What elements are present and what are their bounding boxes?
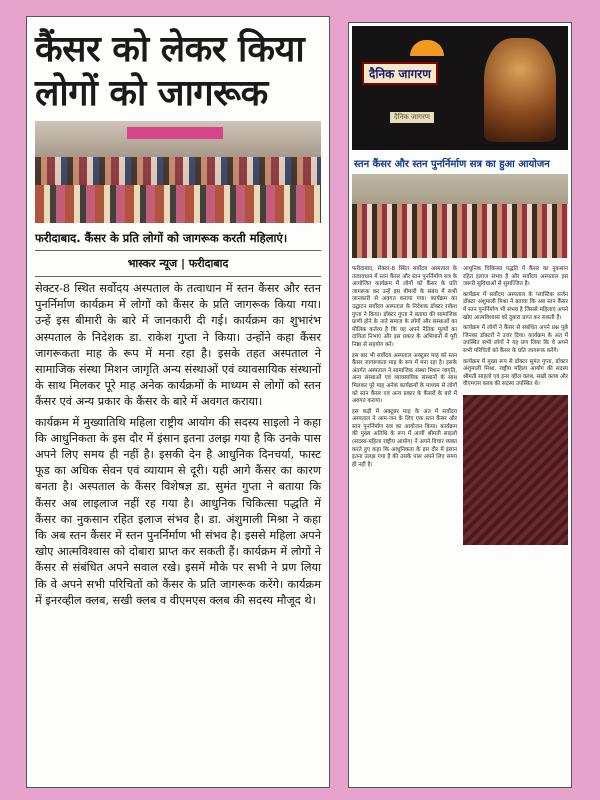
masthead-logo: दैनिक जागरण <box>362 62 438 85</box>
event-group-photo <box>35 121 321 223</box>
article-column-1 <box>352 266 457 545</box>
column-paragraph: कार्यक्रम में सर्वोदय अस्पताल के प्लास्टिक सर्जन डॉक्टर अंशुमाली मिश्रा ने बताया कि अब स्तन कैंसर में स्तन पुनर्निर्माण भी संभव है जिससे महिलाएं अपने खोए आत्मविश्वास को दुबारा प्राप्त कर सकती हैं। <box>463 291 568 321</box>
headline-line-1: कैंसर को लेकर किया <box>35 28 305 70</box>
article-column-2 <box>463 266 568 545</box>
deity-image <box>484 38 556 142</box>
headline-line-2: लोगों को जागरूक <box>35 72 268 114</box>
column-paragraph: कार्यक्रम में लोगों ने कैंसर से संबंधित अपने प्रश्न पूछे जिनका डॉक्टरों ने उत्तर दिया। कार्यक्रम के अंत में उपस्थित सभी लोगों ने यह प्रण लिया कि वे अपने सभी परिचितों को कैंसर के प्रति जागरूक करेंगे। <box>463 325 568 354</box>
photo-caption: फरीदाबाद. कैंसर के प्रति लोगों को जागरूक करती महिलाएं। <box>35 231 288 245</box>
masthead-badge: दैनिक जागरण <box>390 112 434 123</box>
divider <box>35 250 321 251</box>
jagran-clipping <box>348 22 572 788</box>
bhaskar-clipping <box>26 16 330 788</box>
photo-crowd-front <box>35 185 321 223</box>
event-group-photo <box>352 174 568 258</box>
clipping-headline: स्तन कैंसर और स्तन पुनर्निर्माण सत्र का हुआ आयोजन <box>354 159 550 170</box>
clipping-headline <box>35 27 321 115</box>
column-paragraph: आधुनिक चिकित्सा पद्धति में कैंसर का नुकसान रहित इलाज संभव है और सर्वोदय अस्पताल इस जरूरी सुविधाओं से सुसज्जित है। <box>463 266 568 288</box>
column-paragraph: कार्यक्रम में मुख्य रूप से डॉक्टर सुमंत गुप्ता, डॉक्टर अंशुमाली मिश्रा, राष्ट्रीय महिला आयोग की सदस्य श्रीमती साइलो एवं इनर व्हील क्लब, सखी क्लब और वीएमएस क्लब की सदस्य उपस्थित थे। <box>463 358 568 388</box>
photo-banner <box>127 127 223 139</box>
column-paragraph: फरीदाबाद, सेक्टर-8 स्थित सर्वोदय अस्पताल के तत्वावधान में स्तन कैंसर और स्तन पुनर्निर्माण सत्र के आयोजित कार्यक्रम में लोगों को कैंसर के प्रति जागरूक कर उन्हें इस बीमारी के संबंध में सभी जानकारी से अवगत कराया गया। कार्यक्रम का उद्घाटन सर्वोदय अस्पताल के निदेशक डॉक्टर राकेश गुप्ता ने किया। डॉक्टर गुप्ता ने बताया की सामाजिक प्राणी होने के नाते समाज के लोगों और संस्थाओं का मौलिक कर्तव्य है कि वह अपने नैतिक मूल्यों का दायित्व निभाएं और इस प्रकार के अभियानों में पूरी निष्ठा से सहयोग करें। <box>352 266 457 348</box>
divider <box>35 276 321 277</box>
article-columns <box>352 266 568 545</box>
sun-logo-icon <box>410 40 444 56</box>
article-paragraph-1: सेक्टर-8 स्थित सर्वोदय अस्पताल के तत्वाधान में स्तन कैंसर और स्तन पुनर्निर्माण कार्यक्रम में लोगों को कैंसर के प्रति जागरूक किया गया। उन्हें इस बीमारी के बारे में जानकारी दी गई। कार्यक्रम का शुभारंभ अस्पताल के निदेशक डा. राकेश गुप्ता ने किया। उन्होंने कहा कैंसर जागरूकता माह के रूप में मना रहा है। इसके तहत अस्पताल ने सामाजिक संस्था मिशन जागृति अन्य संस्थाओं एवं व्यावसायिक संस्थानों के साथ मिलकर पूरे माह अनेक कार्यक्रमों के माध्यम से लोगों को स्तन कैंसर एवं अन्य प्रकार के कैंसर के बारे में अवगत कराया। <box>35 282 321 409</box>
masthead-banner <box>352 26 568 150</box>
column-paragraph: इस कड़ी में अक्टूबर माह के अंत में सर्वोदय अस्पताल ने आम-जन के लिए एक स्तन कैंसर और स्तन पुनर्निर्माण सत्र का आयोजन किया। कार्यक्रम की मुख्य अतिथि के रूप में आयीं श्रीमती साइलो (सदस्य-महिला राष्ट्रीय आयोग) ने अपने विचार व्यक्त करते हुए कहा कि आधुनिकता के इस दौर में इंसान इतना उलझ गया है की उसके पास अपने लिए समय ही नहीं है। <box>352 408 457 468</box>
column-paragraph: इस बार भी सर्वोदय अस्पताल अक्टूबर माह को स्तन कैंसर जागरूकता माह के रूप में मना रहा है। इसके अंतर्गत अस्पताल ने सामाजिक संस्था मिशन जागृति, अन्य संस्थाओं एवं व्यावसायिक संस्थानों के साथ मिलकर पूरे माह अनेक कार्यक्रमों के माध्यम से लोगों को स्तन कैंसर एवं अन्य प्रकार के कैंसरों के बारे में अवगत कराया। <box>352 352 457 405</box>
byline: भास्कर न्यूज | फरीदाबाद <box>127 257 229 270</box>
article-paragraph-2: कार्यक्रम में मुख्यातिथि महिला राष्ट्रीय आयोग की सदस्य साइलो ने कहा कि आधुनिकता के इस दौर में इंसान इतना उलझ गया है कि उनके पास अपने लिए समय ही नहीं है। इसकी देन है आधुनिक दिनचर्या, फास्ट फूड का अधिक सेवन एवं व्यायाम से दूरी। यही आगे कैंसर का कारण बनता है। अस्पताल के कैंसर विशेषज्ञ डा. सुमंत गुप्ता ने बताया कि कैंसर अब लाइलाज नहीं रह गया है। आधुनिक चिकित्सा पद्धति में कैंसर का नुकसान रहित इलाज संभव है। डा. अंशुमाली मिश्रा ने कहा कि अब स्तन कैंसर में स्तन पुनर्निर्माण भी संभव है। इससे महिला अपने खोए आत्मविश्वास को दोबारा प्राप्त कर सकती हैं। कार्यक्रम में लोगों ने कैंसर से संबंधित अपने सवाल रखे। इसमें मौके पर सभी ने प्रण लिया कि वे अपने सभी परिचितों को कैंसर के प्रति जागरूक करेंगे। कार्यक्रम में इनरव्हील क्लब, सखी क्लब व वीएमएस क्लब की सदस्य मौजूद थे। <box>35 415 321 607</box>
advertisement-box <box>463 395 568 545</box>
photo-crowd <box>352 204 568 258</box>
